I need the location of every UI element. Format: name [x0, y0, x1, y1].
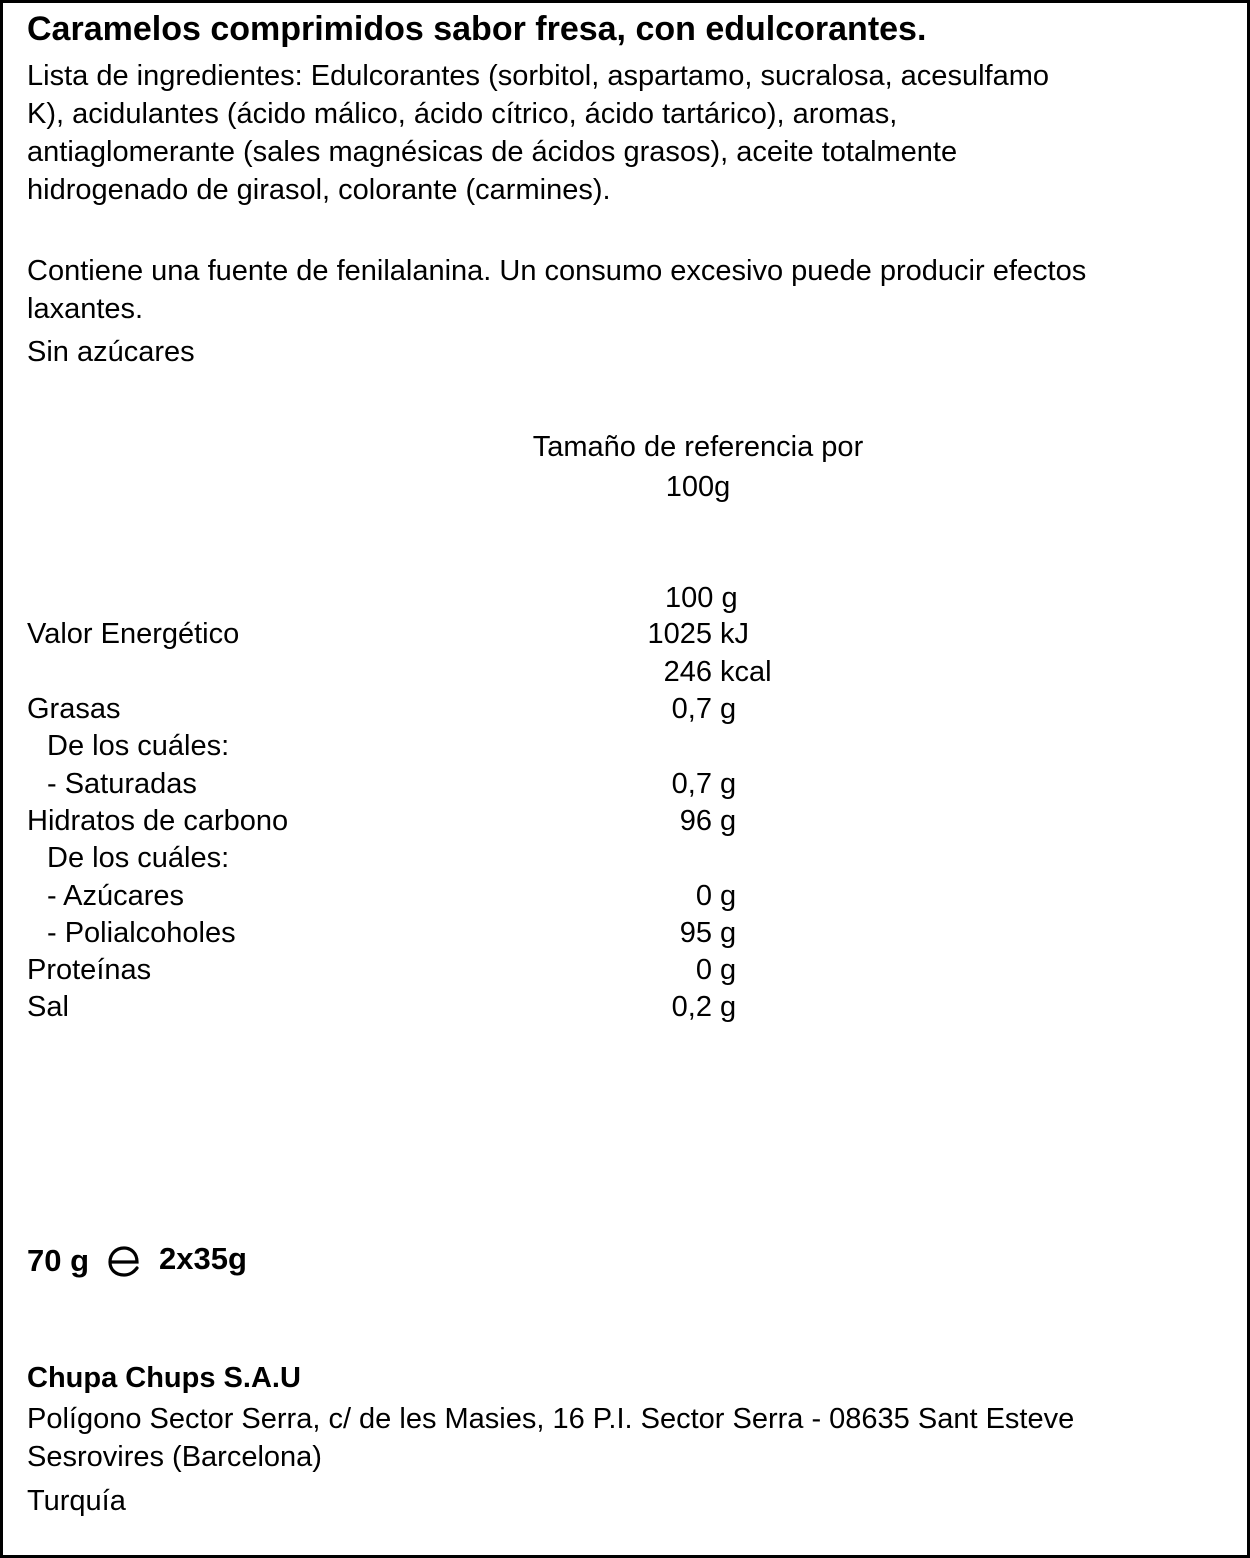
nutrient-label: - Polialcoholes [47, 917, 236, 949]
energy-kj-unit: kJ [720, 618, 749, 650]
nutrient-label: Proteínas [27, 954, 152, 986]
nutrient-value: 96 [679, 805, 712, 837]
product-title: Caramelos comprimidos sabor fresa, con edulcorantes. [27, 10, 927, 48]
warning-text [27, 252, 1227, 328]
nutrient-sublabel: De los cuáles: [47, 730, 230, 762]
nutrient-value: 0,7 [671, 693, 712, 725]
nutrient-unit: g [720, 768, 737, 800]
energy-kcal-unit: kcal [720, 656, 772, 688]
nutrient-unit: g [720, 991, 737, 1023]
nutrient-sublabel: De los cuáles: [47, 842, 230, 874]
nutrient-value: 0 [695, 880, 712, 912]
ingredients-line: antiaglomerante (sales magnésicas de ácidos grasos), aceite totalmente [27, 136, 958, 168]
warning-line: laxantes. [27, 293, 144, 325]
nutrient-label: - Saturadas [47, 768, 197, 800]
net-weight: 70 g [27, 1243, 90, 1278]
address-line: Sesrovires (Barcelona) [27, 1441, 322, 1473]
company-address [27, 1400, 1227, 1476]
warning-line: Contiene una fuente de fenilalanina. Un consumo excesivo puede producir efectos [27, 255, 1087, 287]
sugar-free-claim: Sin azúcares [27, 336, 195, 368]
nutrient-label: Grasas [27, 693, 121, 725]
column-header: 100 g [665, 582, 738, 614]
nutrient-label: Hidratos de carbono [27, 805, 289, 837]
ingredients-line: K), acidulantes (ácido málico, ácido cítrico, ácido tartárico), aromas, [27, 98, 898, 130]
reference-size [443, 427, 953, 507]
nutrient-label: Sal [27, 991, 69, 1023]
nutrient-unit: g [720, 805, 737, 837]
ingredients-line: hidrogenado de girasol, colorante (carmines). [27, 174, 611, 206]
energy-kcal-value: 246 [663, 656, 712, 688]
energy-label: Valor Energético [27, 618, 240, 650]
pack-composition: 2x35g [159, 1241, 247, 1276]
ingredients-list [27, 57, 1227, 209]
energy-kj-value: 1025 [647, 618, 712, 650]
e-mark-icon [105, 1243, 143, 1279]
reference-line: Tamaño de referencia por [532, 431, 864, 463]
nutrient-unit: g [720, 880, 737, 912]
address-line: Polígono Sector Serra, c/ de les Masies, 16 P.I. Sector Serra - 08635 Sant Esteve [27, 1403, 1075, 1435]
nutrient-value: 0,2 [671, 991, 712, 1023]
nutrient-label: - Azúcares [47, 880, 184, 912]
nutrient-unit: g [720, 693, 737, 725]
nutrient-value: 0,7 [671, 768, 712, 800]
nutrient-value: 95 [679, 917, 712, 949]
country-of-origin: Turquía [27, 1485, 126, 1517]
reference-line: 100g [665, 471, 731, 503]
nutrient-unit: g [720, 917, 737, 949]
nutrient-unit: g [720, 954, 737, 986]
nutrient-value: 0 [695, 954, 712, 986]
ingredients-line: Lista de ingredientes: Edulcorantes (sorbitol, aspartamo, sucralosa, acesulfamo [27, 60, 1049, 92]
company-name: Chupa Chups S.A.U [27, 1362, 301, 1394]
